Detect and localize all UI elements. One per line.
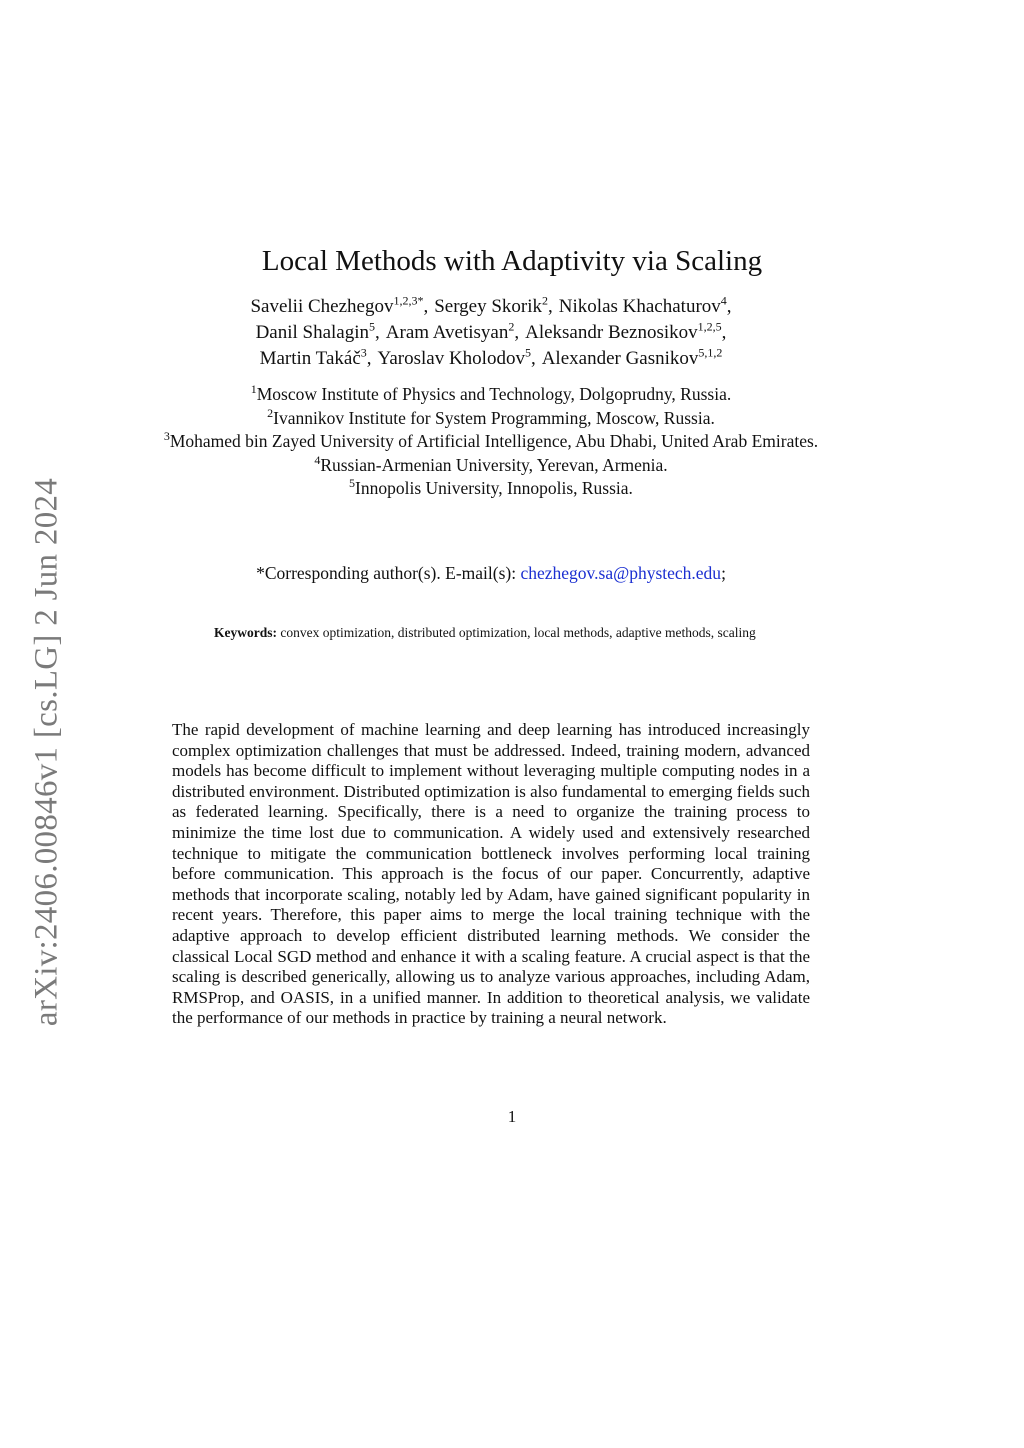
affiliation xyxy=(150,407,832,431)
author-separator: , xyxy=(366,348,372,369)
author-affiliation-marks: 5,1,2 xyxy=(698,345,723,360)
author-name: Martin Takáč xyxy=(259,348,361,369)
email-link[interactable]: chezhegov.sa@phystech.edu xyxy=(520,563,722,583)
keywords-text: convex optimization, distributed optimization, local methods, adaptive methods, scaling xyxy=(277,625,756,640)
affiliation-number: 4 xyxy=(314,452,321,467)
author-affiliation-marks: 5 xyxy=(369,319,376,334)
author-list xyxy=(150,294,832,372)
author-name: Yaroslav Kholodov xyxy=(377,348,525,369)
author-separator: , xyxy=(721,322,727,343)
author xyxy=(541,345,723,369)
author-line xyxy=(150,320,832,346)
author-affiliation-marks: 1,2,3* xyxy=(393,293,424,308)
author-separator: , xyxy=(726,296,732,317)
page-number: 1 xyxy=(507,1107,517,1126)
author xyxy=(434,293,553,317)
author-separator: , xyxy=(423,296,429,317)
author-separator: , xyxy=(548,296,553,317)
keywords-label: Keywords: xyxy=(214,625,277,640)
affiliation-list xyxy=(150,383,832,501)
author-affiliation-marks: 2 xyxy=(542,293,549,308)
author-line xyxy=(150,294,832,320)
author-name: Aram Avetisyan xyxy=(385,322,509,343)
affiliation-text: Moscow Institute of Physics and Technology, Dolgoprudny, Russia. xyxy=(256,384,732,404)
affiliation xyxy=(150,430,832,454)
affiliation-text: Russian-Armenian University, Yerevan, Armenia. xyxy=(320,454,668,475)
affiliation-text: Ivannikov Institute for System Programming, Moscow, Russia. xyxy=(273,407,715,428)
author-separator: , xyxy=(514,322,520,343)
author xyxy=(525,319,727,343)
author-line xyxy=(150,346,832,372)
paper-title: Local Methods with Adaptivity via Scaling xyxy=(261,245,763,278)
author xyxy=(385,319,520,343)
keywords xyxy=(214,625,774,642)
affiliation xyxy=(150,477,832,501)
author-affiliation-marks: 2 xyxy=(508,319,515,334)
author xyxy=(558,293,732,317)
author xyxy=(259,345,372,369)
affiliation xyxy=(150,383,832,407)
affiliation-text: Mohamed bin Zayed University of Artificial Intelligence, Abu Dhabi, United Arab Emirates. xyxy=(169,431,819,451)
affiliation-number: 5 xyxy=(349,476,356,491)
author xyxy=(250,293,429,317)
author xyxy=(255,319,380,343)
author-affiliation-marks: 5 xyxy=(524,345,531,360)
author-name: Nikolas Khachaturov xyxy=(558,296,721,317)
author-name: Aleksandr Beznosikov xyxy=(525,322,698,343)
abstract: The rapid development of machine learning and deep learning has introduced increasingly complex optimization challenges that must be addressed. Indeed, training modern, advanced models has become difficult to implement without leveraging multiple computing nodes in a distributed environment. Distributed optimization is also fundamental to emerging fields such as federated learning. Specifically, there is a need to organize the training process to minimize the time lost due to communication. A widely used and extensively researched technique to mitigate the communication bottleneck involves performing local training before communication. This approach is the focus of our paper. Concurrently, adaptive methods that incorporate scaling, notably led by Adam, have gained significant popularity in recent years. Therefore, this paper aims to merge the local training technique with the adaptive approach to develop efficient distributed learning methods. We consider the classical Local SGD method and enhance it with a scaling feature. A crucial aspect is that the scaling is described generically, allowing us to analyze various approaches, including Adam, RMSProp, and OASIS, in a unified manner. In addition to theoretical analysis, we validate the performance of our methods in practice by training a neural network. xyxy=(172,720,810,1028)
author-name: Sergey Skorik xyxy=(434,296,543,317)
affiliation-number: 2 xyxy=(267,405,274,420)
author-separator: , xyxy=(375,322,380,343)
affiliation xyxy=(150,454,832,478)
author xyxy=(377,345,536,369)
affiliation-text: Innopolis University, Innopolis, Russia. xyxy=(355,478,633,498)
corresponding-suffix: ; xyxy=(721,563,726,583)
corresponding-prefix: *Corresponding author(s). E-mail(s): xyxy=(256,563,521,583)
corresponding-author xyxy=(150,563,832,584)
author-affiliation-marks: 4 xyxy=(720,293,727,308)
author-name: Alexander Gasnikov xyxy=(541,348,699,369)
affiliation-number: 3 xyxy=(163,429,170,444)
affiliation-number: 1 xyxy=(250,382,257,397)
author-name: Danil Shalagin xyxy=(255,322,370,343)
arxiv-id: arXiv:2406.00846v1 [cs.LG] 2 Jun 2024 xyxy=(28,477,65,1027)
author-name: Savelii Chezhegov xyxy=(250,296,394,317)
author-affiliation-marks: 3 xyxy=(360,345,367,360)
author-affiliation-marks: 1,2,5 xyxy=(697,319,722,334)
author-separator: , xyxy=(530,348,536,369)
